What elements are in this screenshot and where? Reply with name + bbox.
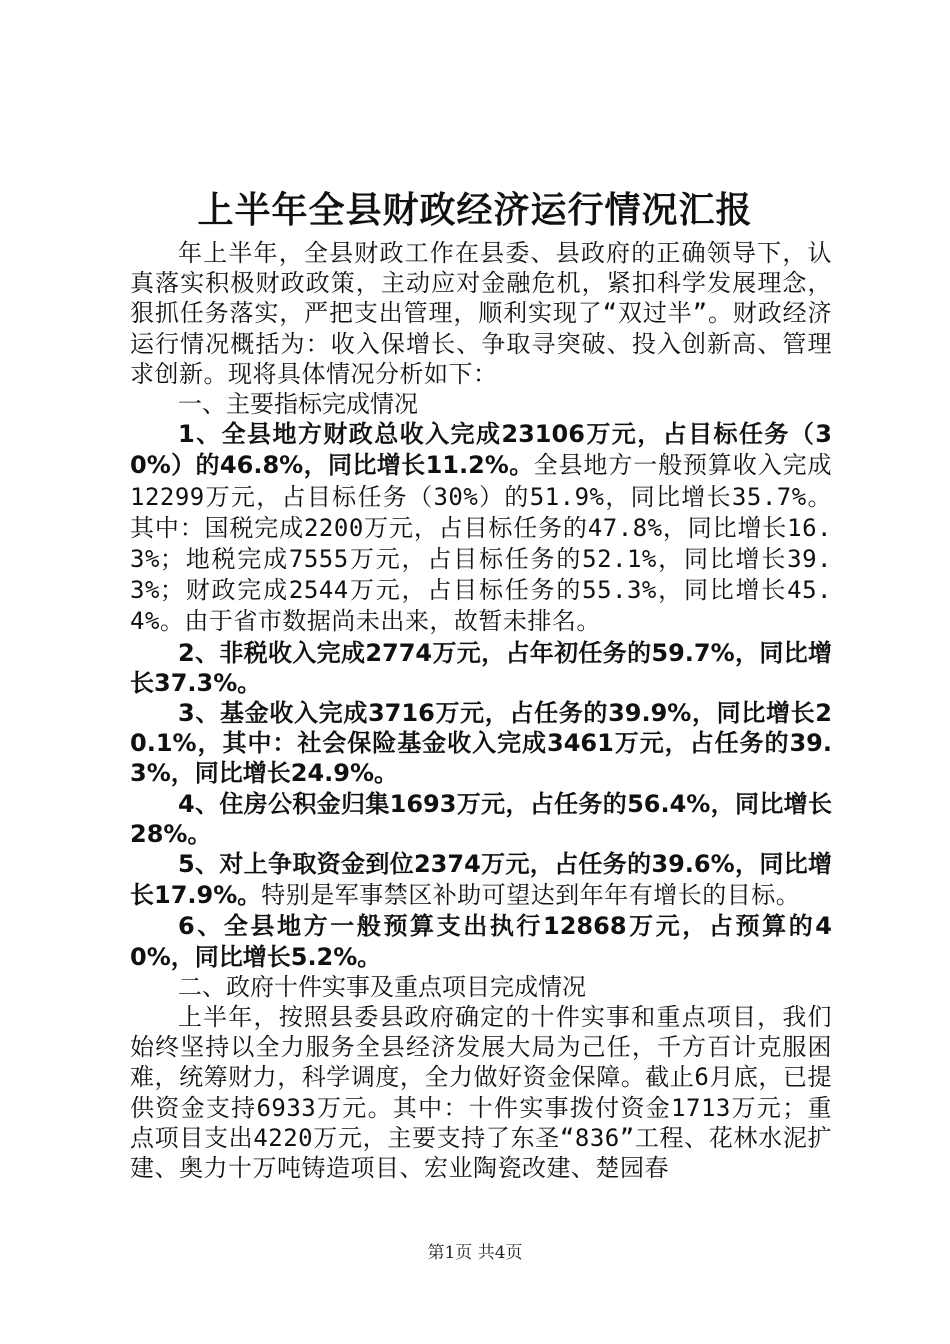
- section-heading-projects: 二、政府十件实事及重点项目完成情况: [178, 972, 586, 1001]
- item-1-paragraph: [130, 419, 832, 637]
- item-2-paragraph: 2、非税收入完成2774万元，占年初任务的59.7%，同比增长37.3%。: [130, 638, 832, 697]
- item-6-paragraph: 6、全县地方一般预算支出执行12868万元，占预算的40%，同比增长5.2%。: [130, 912, 832, 971]
- item-5-paragraph: [130, 849, 832, 911]
- item-1-detail: 全县地方一般预算收入完成12299万元，占目标任务（30%）的51.9%，同比增长35.7%。其中：国税完成2200万元，占目标任务的47.8%，同比增长16.3%；地税完成7555万元，占目标任务的52.1%，同比增长39.3%；财政完成2544万元，占目标任务的55.3%，同比增长45.4%。由于省市数据尚未出来，故暂未排名。: [130, 451, 832, 636]
- item-5-highlight: 5、对上争取资金到位2374万元，占任务的39.6%，同比增长17.9%。: [130, 850, 832, 910]
- item-1-highlight: 1、全县地方财政总收入完成23106万元，占目标任务（30%）的46.8%，同比增长11.2%。: [130, 420, 832, 480]
- item-4-paragraph: 4、住房公积金归集1693万元，占任务的56.4%，同比增长28%。: [130, 789, 832, 848]
- item-3-paragraph: 3、基金收入完成3716万元，占任务的39.9%，同比增长20.1%，其中：社会保险基金收入完成3461万元，占任务的39.3%，同比增长24.9%。: [130, 699, 832, 788]
- page-footer: 第1页 共4页: [427, 1243, 523, 1263]
- section-heading-main-indicators: 一、主要指标完成情况: [178, 390, 418, 419]
- projects-paragraph: 上半年，按照县委县政府确定的十件实事和重点项目，我们始终坚持以全力服务全县经济发展大局为己任，千方百计克服困难，统筹财力，科学调度，全力做好资金保障。截止6月底，已提供资金支持6933万元。其中：十件实事拨付资金1713万元；重点项目支出4220万元，主要支持了东圣“836”工程、花林水泥扩建、奥力十万吨铸造项目、宏业陶瓷改建、楚园春: [130, 1003, 832, 1183]
- intro-paragraph: 年上半年，全县财政工作在县委、县政府的正确领导下，认真落实积极财政政策，主动应对金融危机，紧扣科学发展理念，狠抓任务落实，严把支出管理，顺利实现了“双过半”。财政经济运行情况概括为：收入保增长、争取寻突破、投入创新高、管理求创新。现将具体情况分析如下：: [130, 239, 832, 388]
- item-5-detail: 特别是军事禁区补助可望达到年年有增长的目标。: [261, 881, 801, 910]
- document-body: [130, 238, 832, 1183]
- document-title: 上半年全县财政经济运行情况汇报: [197, 189, 753, 231]
